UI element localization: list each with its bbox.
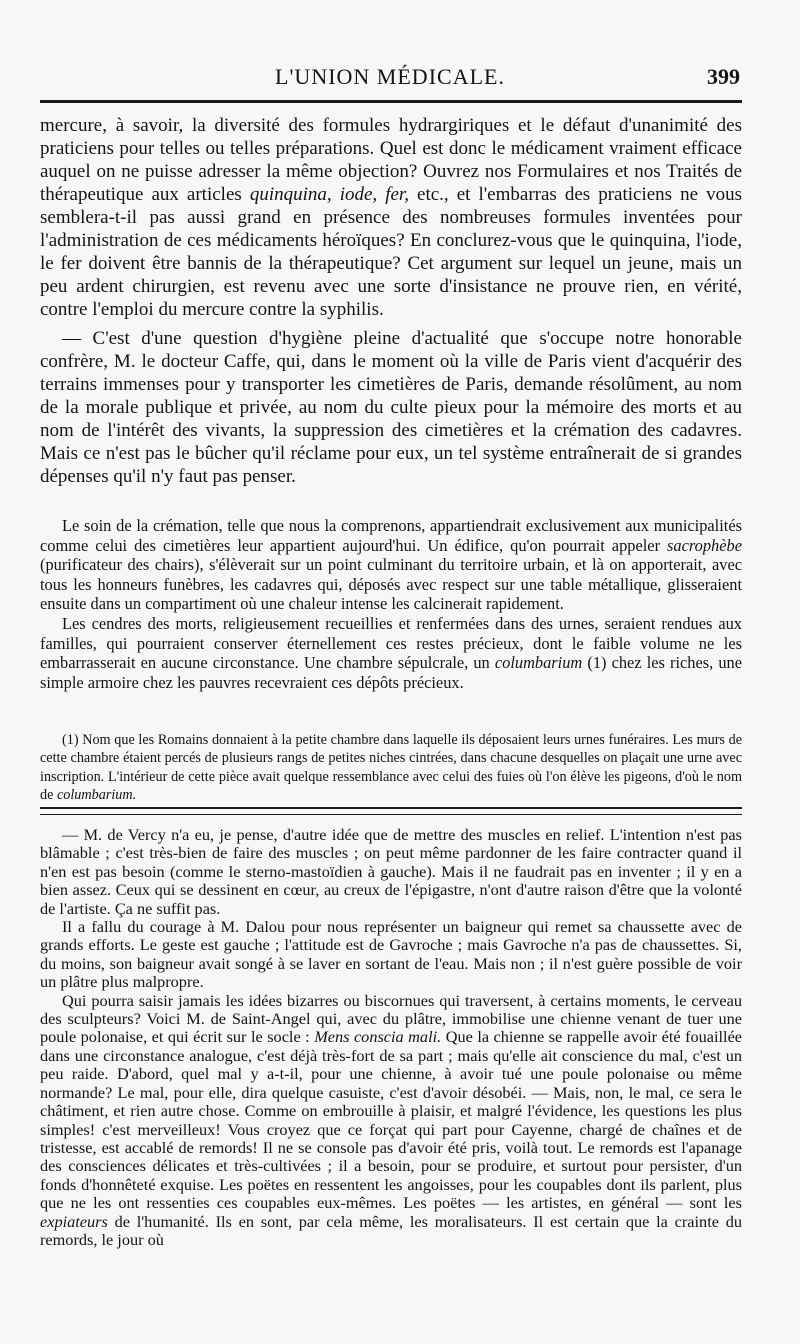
main-paragraph-1: mercure, à savoir, la diversité des formules hydrargiriques et le défaut d'unanimité des praticiens pour telles ou telles préparations. Quel est donc le médicament vraiment efficace auquel on ne puisse adresser la même objection? Ouvrez nos Formulaires et nos Traités de thérapeutique aux articles quinquina, iode, fer, etc., et l'embarras des praticiens ne vous semblera-t-il pas aussi grand en présence des nombreuses formules inventées pour l'administration de ces médicaments héroïques? En conclurez-vous que le quinquina, l'iode, le fer doivent être bannis de la thérapeutique? Cet argument sur lequel un jeune, mais un peu ardent chirurgien, est revenu avec une sorte d'insistance ne prouve rien, en vérité, contre l'emploi du mercure contre la syphilis. <box>40 115 743 320</box>
header-rule <box>40 100 742 103</box>
feuilleton-separator <box>40 807 742 815</box>
quoted-passage <box>40 516 742 692</box>
running-title: L'UNION MÉDICALE. <box>275 64 505 89</box>
footnote-text: (1) Nom que les Romains donnaient à la petite chambre dans laquelle ils déposaient leurs urnes funéraires. Les murs de cette chambre étaient percés de plusieurs rangs de petites niches cintrées, dans chacune desquelles on plaçait une urne avec inscription. L'intérieur de cette pièce avait quelque ressemblance avec celui des fuies où l'on élève les pigeons, d'où le nom de columbarium. <box>40 732 742 803</box>
page-number: 399 <box>707 64 740 89</box>
feuilleton-paragraph-3: Qui pourra saisir jamais les idées bizarres ou biscornues qui traversent, à certains moments, le cerveau des sculpteurs? Voici M. de Saint-Angel qui, avec du plâtre, immobilise une chienne venant de tuer une poule polonaise, et qui écrit sur le socle : Mens conscia mali. Que la chienne se rappelle avoir été fouaillée dans une circonstance analogue, c'est déjà très-fort de sa part ; mais qu'elle ait conscience du mal, c'est un peu raide. D'abord, quel mal y a-t-il, pour une chienne, à avoir tué une poule polonaise ou même normande? Le mal, pour elle, dira quelque casuiste, c'est d'avoir désobéi. — Mais, non, le mal, ce sera le châtiment, et rien autre chose. Comme on embrouille à plaisir, et malgré l'évidence, les questions les plus simples! c'est merveilleux! Vous croyez que ce forçat qui part pour Cayenne, chargé de chaînes et de tristesse, est accablé de remords! Il ne se console pas d'avoir été pris, voilà tout. Le remords est l'apanage des consciences délicates et très-cultivées ; il a besoin, pour se produire, et surtout pour persister, d'un fonds d'honnêteté exquise. Les poëtes en ressentent les angoisses, pour les coupables dont ils parlent, plus que ne les ont ressenties ces coupables eux-mêmes. Les poëtes — les artistes, en général — sont les expiateurs de l'humanité. Ils en sont, par cela même, les moralisateurs. Il est certain que la crainte du remords, le jour où <box>40 990 743 1249</box>
feuilleton-text <box>40 826 742 1249</box>
quote-paragraph-1: Le soin de la crémation, telle que nous la comprenons, appartiendrait exclusivement aux municipalités comme celui des cimetières leur appartient aujourd'hui. Un édifice, qu'on pourrait appeler sacrophèbe (purificateur des chairs), s'élèverait sur un point culminant du territoire urbain, et là on apporterait, avec tous les honneurs funèbres, les cadavres qui, déposés avec respect sur une table métallique, glisseraient ensuite dans un compartiment où une chaleur intense les calcinerait rapidement. <box>40 516 742 614</box>
feuilleton-paragraph-1: — M. de Vercy n'a eu, je pense, d'autre idée que de mettre des muscles en relief. L'intention n'est pas blâmable ; c'est très-bien de faire des muscles ; on peut même pardonner de les faire contracter quand il n'en est pas besoin (comme le sterno-mastoïdien à gauche). Mais il ne faudrait pas en inventer ; il y en a bien assez. Ceux qui se dessinent en cœur, au creux de l'épigastre, n'ont d'autre raison d'être que la volonté de l'artiste. Ça ne suffit pas. <box>40 825 742 918</box>
main-paragraph-2: — C'est d'une question d'hygiène pleine d'actualité que s'occupe notre honorable confrère, M. le docteur Caffe, qui, dans le moment où la ville de Paris vient d'acquérir des terrains immenses pour y transporter les cimetières de Paris, demande résolûment, au nom de la morale publique et privée, au nom du culte pieux pour la mémoire des morts et au nom de l'intérêt des vivants, la suppression des cimetières et la crémation des cadavres. Mais ce n'est pas le bûcher qu'il réclame pour eux, un tel système entraînerait de si grandes dépenses qu'il n'y faut pas penser. <box>40 328 742 487</box>
main-text <box>40 114 742 488</box>
feuilleton-paragraph-2: Il a fallu du courage à M. Dalou pour nous représenter un baigneur qui remet sa chaussette avec de grands efforts. Le geste est gauche ; l'attitude est de Gavroche ; mais Gavroche n'a pas de chaussettes. Si, du moins, son baigneur avait songé à se laver en sortant de l'eau. Mais non ; il n'est guère possible de voir un plâtre plus malpropre. <box>40 917 742 992</box>
page-header <box>40 58 740 92</box>
footnote <box>40 731 742 804</box>
quote-paragraph-2: Les cendres des morts, religieusement recueillies et renfermées dans des urnes, seraient rendues aux familles, qui pourraient conserver éternellement ces restes précieux, dont le faible volume ne les embarrasserait en aucune circonstance. Une chambre sépulcrale, un columbarium (1) chez les riches, une simple armoire chez les pauvres recevraient ces dépôts précieux. <box>40 613 742 692</box>
